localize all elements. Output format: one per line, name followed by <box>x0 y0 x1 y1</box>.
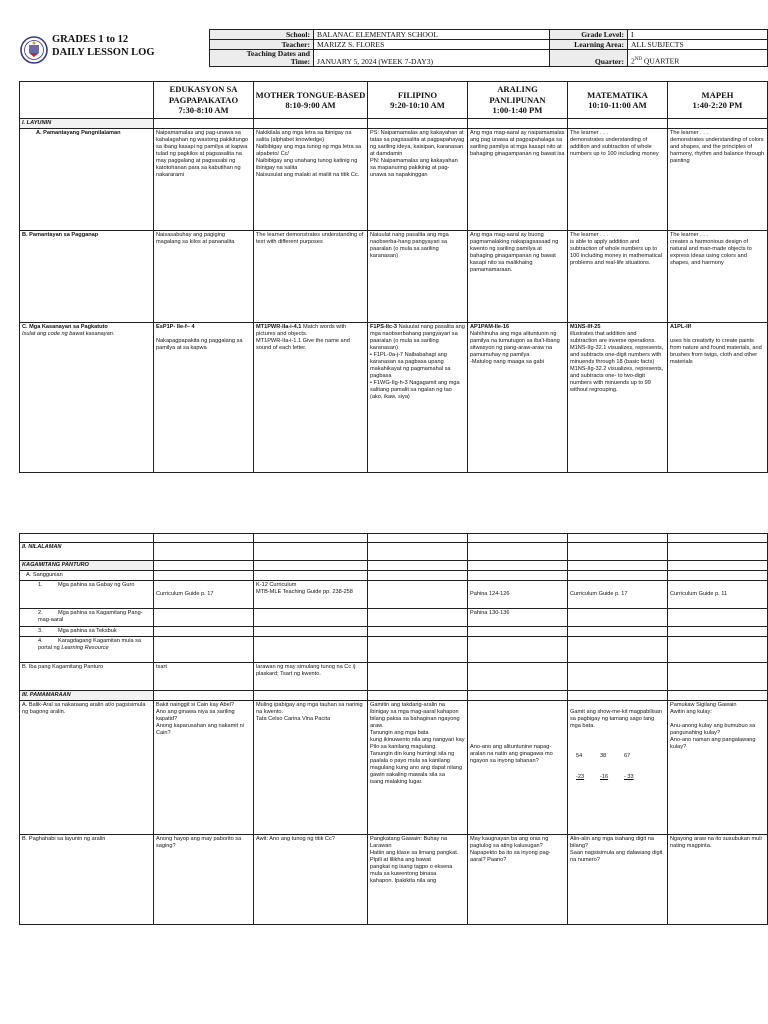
math-instruction: Gamit ang show-me-kit magpabilisan sa pagbigay ng tamang sago tang mga bata. <box>570 709 663 729</box>
math-number: 38 <box>600 753 607 759</box>
content-cell <box>568 663 668 691</box>
competency-code: M1NS-IIf-25 <box>570 324 601 330</box>
empty-cell <box>468 627 568 637</box>
empty-cell <box>154 637 254 663</box>
subject-header-esp <box>154 82 254 119</box>
row-label-gabay-ng-guro <box>20 581 154 609</box>
lesson-info-table <box>209 29 768 67</box>
row-label-teksbuk <box>20 627 154 637</box>
row-label-text: Mga pahina sa Kagamitang Pang-mag-aaral <box>38 610 143 623</box>
empty-cell <box>254 534 368 543</box>
content-cell: Pahina 124-126 <box>468 581 568 609</box>
competency-code: A1PL-IIf <box>670 324 692 330</box>
empty-cell <box>154 691 254 701</box>
math-number: 54 <box>576 753 583 759</box>
row-number: 1. <box>38 582 43 588</box>
empty-cell <box>154 561 254 571</box>
gabay-ng-guro-row <box>20 581 768 609</box>
empty-cell <box>668 571 768 581</box>
empty-cell <box>254 637 368 663</box>
pamantayang-pangnilalaman-row <box>20 129 768 231</box>
content-cell: Pamukaw Sigilang Gawain Awitin ang kulay: Anu-anong kulay ang bumubuo sa pangunahing kulay? Ano-ano naman ang pangalawang kulay? <box>668 701 768 835</box>
subject-name: MATEMATIKA <box>587 89 648 100</box>
nilalaman-section-row <box>20 543 768 561</box>
content-cell: The learner . . . demonstrates understanding of colors and shapes, and the principles of harmony, rhythm and balance through painting <box>668 129 768 231</box>
pamantayan-sa-pagganap-row <box>20 231 768 323</box>
subject-header-math <box>568 82 668 119</box>
empty-cell <box>368 543 468 561</box>
nilalaman-pamamaraan-table <box>19 533 768 925</box>
content-cell: Ang mga mag-aaral ay naipamamalas ang pag unawa at pagpapahalaga sa sariling pamilya at mga kasapi nito at bahaging ginagampanan ng bawat isa <box>468 129 568 231</box>
content-cell: Nakikilala ang mga letra sa ibinigay na salita (alphabet knowledge) Naibibigay ang mga tunog ng mga letra sa alpabeto/ Cc/ Naibibigay ang unahang tunog katinig ng ibinigay na salita Naisusulat ang malaki at maliit na titik Cc. <box>254 129 368 231</box>
school-label: School: <box>210 30 314 40</box>
quarter-value <box>628 50 768 67</box>
quarter-label <box>550 50 628 67</box>
content-cell <box>668 323 768 473</box>
empty-cell <box>154 571 254 581</box>
header-blank-cell <box>20 82 154 119</box>
row-label-text: A. Pamantayang Pangnilalaman <box>36 130 121 136</box>
empty-cell <box>368 627 468 637</box>
empty-cell <box>668 543 768 561</box>
empty-cell <box>668 691 768 701</box>
competency-text: Naiuulat nang pasalita ang mga naobserbahang pangyayari sa paaralan (o mula sa sariling karanasan) • F1PL-0a-j-7 Naibabahagi ang karanasan sa pagbasa upang makahikayat ng pagmamahal sa pagbasa • F1WG-IIg-h-3 Nagagamit ang mga salitang pamalit sa ngalan ng tao (ako, ikaw, siya) <box>370 324 465 400</box>
competency-code: MT1PWR-IIa-i-4.1 <box>256 324 302 330</box>
empty-cell <box>568 561 668 571</box>
math-bottom-row <box>576 767 665 781</box>
pamamaraan-section-row <box>20 691 768 701</box>
row-number: 3. <box>38 628 43 634</box>
row-label-pamantayan-sa-pagganap: B. Pamantayan sa Pagganap <box>20 231 154 323</box>
content-cell <box>368 663 468 691</box>
empty-cell <box>568 571 668 581</box>
subject-name: MAPEH <box>701 89 734 100</box>
subject-time: 10:10-11:00 AM <box>588 100 647 110</box>
iba-pang-kagamitan-row <box>20 663 768 691</box>
math-number: - 33 <box>624 774 634 780</box>
subject-time: 1:40-2:20 PM <box>692 100 743 110</box>
content-cell: Gamitin ang takdang-aralin na ibinigay sa mga mag-aaral kahapon bilang paksa sa bahaginan ngayong araw. Tanungin ang mga bata kung ikinuwento nila ang nangyari kay Pilo sa kanilang magulang. Tanungin din kung humingi sila ng paalala o payo mula sa kanilang magulang kung ano ang dapat nilang gawin sakaling mawala sila sa isang malaking lugar. <box>368 701 468 835</box>
karagdagang-kagamitan-row <box>20 637 768 663</box>
section-label-kagamitang-panturo: KAGAMITANG PANTURO <box>20 561 154 571</box>
content-cell: Curriculum Guide p. 17 <box>568 581 668 609</box>
content-cell <box>568 323 668 473</box>
balik-aral-row <box>20 701 768 835</box>
content-cell <box>254 609 368 627</box>
row-label-balik-aral: A. Balik-Aral sa nakaraang aralin at/o pagsisimula ng bagong aralin. <box>20 701 154 835</box>
content-cell: Muling ipabigay ang mga tauhan sa narinig na kwento. Tata Celso Carina Vina Pacita <box>254 701 368 835</box>
content-cell: Curriculum Guide p. 17 <box>154 581 254 609</box>
content-cell: The learner . . . creates a harmonious design of natural and man-made objects to express ideas using colors and shapes, and harmony <box>668 231 768 323</box>
quarter-number: 2 <box>631 57 635 66</box>
empty-cell <box>668 534 768 543</box>
empty-cell <box>668 627 768 637</box>
subject-name: EDUKASYON SA PAGPAPAKATAO <box>168 84 239 105</box>
subject-time: 8:10-9:00 AM <box>285 100 336 110</box>
empty-cell <box>368 119 468 129</box>
empty-cell <box>368 637 468 663</box>
row-label-mga-kasanayan <box>20 323 154 473</box>
competency-code: AP1PAM-IIe-16 <box>470 324 510 330</box>
row-label-pamantayang-pangnilalaman <box>20 129 154 231</box>
subject-name: MOTHER TONGUE-BASED <box>255 89 366 100</box>
content-cell: Naiuulat nang pasalita ang mga naobserba-hang pangyayari sa paaralan (o mula sa sariling karanasan) <box>368 231 468 323</box>
subject-header-mtb <box>254 82 368 119</box>
subject-header-mapeh <box>668 82 768 119</box>
competency-text: illustrates that addition and subtraction are inverse operations. M1NS-IIg-32.1 visualizes, represents, and subtracts one-digit numbers with minuends through 18 (basic facts) M1NS-IIg-32.2 visualizes, represents, and subtracts one- to two-digit numbers with minuends up to 99 without regrouping. <box>570 331 664 393</box>
row-label-iba-pang-kagamitan: B. Iba pang Kagamitang Panturo <box>20 663 154 691</box>
sanggunian-row <box>20 571 768 581</box>
deped-seal-logo <box>20 34 48 66</box>
title-line-2: DAILY LESSON LOG <box>52 47 155 58</box>
content-cell: Anong hayop ang may paborito sa saging? <box>154 835 254 925</box>
subject-header-ap <box>468 82 568 119</box>
row-number: 2. <box>38 610 43 616</box>
empty-cell <box>468 543 568 561</box>
subject-time: 7:30-8:10 AM <box>178 105 229 116</box>
content-cell: Naipamamalas ang pag-unawa sa kahalagahan ng wastong pakikitungo sa ibang kasapi ng pamilya at kapwa tulad ng pagkilos at pagsasalita na may paggalang at pagsasabi ng katotohanan para sa kabutihan ng nakararami <box>154 129 254 231</box>
content-cell: K-12 Curriculum MTB-MLE Teaching Guide pp. 238-258 <box>254 581 368 609</box>
quarter-suffix: ND <box>634 57 643 63</box>
learning-area-label: Learning Area: <box>550 40 628 50</box>
content-cell: The learner demonstrates understanding of text with different purposes <box>254 231 368 323</box>
content-cell: tsart <box>154 663 254 691</box>
content-cell: PS: Naipamamalas ang kakayahan at tatas sa pagsasalita at pagpapahayag ng sariling ideya, kaisipan, karanasan at damdamin PN: Naipamamalas ang kakayahan sa mapanuring pakikinig at pag-unawa sa napakinggan <box>368 129 468 231</box>
quarter-word: QUARTER <box>642 57 680 66</box>
math-number: -16 <box>600 774 609 780</box>
grade-level-label: Grade Level: <box>550 30 628 40</box>
content-cell <box>568 701 668 835</box>
subject-header-filipino <box>368 82 468 119</box>
content-cell: Ngayong araw na ito susubukan muli nating magpinta. <box>668 835 768 925</box>
layunin-section-row <box>20 119 768 129</box>
empty-cell <box>154 119 254 129</box>
content-cell: Awit: Ano ang tunog ng titik Cc? <box>254 835 368 925</box>
learning-area-value: ALL SUBJECTS <box>628 40 768 50</box>
section-label-pamamaraan: III. PAMAMARAAN <box>20 691 154 701</box>
subject-name: FILIPINO <box>397 89 438 100</box>
title-line-1: GRADES 1 to 12 <box>52 34 129 45</box>
row-label-italic-text: Learning Resource <box>61 645 109 651</box>
content-cell <box>154 323 254 473</box>
row-label-text: Mga pahina sa Gabay ng Guro <box>58 582 135 588</box>
row-label-kagamitang-pang-mag-aaral <box>20 609 154 627</box>
row-number: 4. <box>38 638 43 644</box>
empty-cell <box>154 534 254 543</box>
empty-cell <box>254 571 368 581</box>
empty-cell <box>468 534 568 543</box>
teaching-dates-label <box>210 50 314 67</box>
math-number: -23 <box>576 774 585 780</box>
competency-text: Nahihinuha ang mga alituntunin ng pamilya na tumutugon sa iba't-ibang sitwasyon ng pang-araw-araw na pamumuhay ng pamilya -Matulog nang maaga sa gabi <box>470 331 560 365</box>
teacher-value: MARIZZ S. FLORES <box>314 40 550 50</box>
empty-cell <box>568 627 668 637</box>
empty-cell <box>568 691 668 701</box>
empty-cell <box>568 119 668 129</box>
content-cell: Ang mga mag-aaral ay buong pagmamalaking nakapagsasaad ng kwento ng sariling pamilya at bahaging ginagampanan ng bawat kasapi nito sa malikhaing pamamamaraan. <box>468 231 568 323</box>
section-label-nilalaman: II. NILALAMAN <box>20 543 154 561</box>
content-cell: May kaugnayan ba ang oras ng pagtulog sa ating kalusugan? Napapekto ba ito sa inyong pag-aaral? Paano? <box>468 835 568 925</box>
mga-kasanayan-row <box>20 323 768 473</box>
empty-cell <box>154 543 254 561</box>
content-cell <box>468 663 568 691</box>
row-label-karagdagang-kagamitan <box>20 637 154 663</box>
math-number: 67 <box>624 753 631 759</box>
content-cell: Curriculum Guide p. 11 <box>668 581 768 609</box>
competency-text: Match words with pictures and objects. MT1PWR-IIa-i-1.1 Give the name and sound of each letter. <box>256 324 350 351</box>
empty-cell <box>254 561 368 571</box>
content-cell <box>568 609 668 627</box>
empty-cell <box>368 571 468 581</box>
content-cell: Naisasabuhay ang pagiging magalang sa kilos at pananalita <box>154 231 254 323</box>
subject-name: ARALING PANLIPUNAN <box>489 84 546 105</box>
empty-cell <box>668 561 768 571</box>
row-label-text: C. Mga Kasanayan sa Pagkatuto <box>22 324 108 330</box>
empty-cell <box>20 534 154 543</box>
empty-cell <box>368 691 468 701</box>
empty-cell <box>468 119 568 129</box>
time-label-text: Time: <box>290 57 310 66</box>
content-cell <box>668 663 768 691</box>
content-cell: The learner . . . demonstrates understanding of addition and subtraction of whole numbers up to 100 including money <box>568 129 668 231</box>
kagamitang-pang-mag-aaral-row <box>20 609 768 627</box>
content-cell: Alin-alin ang mga isahang digit na bilang? Saan nagsisimula ang dalawang digit na numero? <box>568 835 668 925</box>
subject-time: 1:00-1:40 PM <box>492 105 543 116</box>
empty-cell <box>254 627 368 637</box>
quarter-label-text: Quarter: <box>594 57 624 66</box>
content-cell: larawan ng may simulang tunog na Cc /j plaskard; Tsart ng kwento. <box>254 663 368 691</box>
content-cell: Pahina 130-136 <box>468 609 568 627</box>
content-cell: Pangkatang Gawain: Buhay na Larawan Hatiin ang klase sa limang pangkat. Pipili at lilikha ang bawat pangkat ng isang tagpo o eksena mula sa kuwentong binasa kahapon. Ipakikita nila ang <box>368 835 468 925</box>
row-label-text: Mga pahina sa Teksbuk <box>58 628 117 634</box>
empty-cell <box>368 561 468 571</box>
document-title <box>52 33 155 59</box>
empty-cell <box>154 627 254 637</box>
competency-code: F1PS-IIc-3 <box>370 324 398 330</box>
competency-code: EsP1P- IIe-f– 4 <box>156 324 195 330</box>
empty-cell <box>468 561 568 571</box>
teksbuk-row <box>20 627 768 637</box>
competency-text: Nakapagpapakita ng paggalang sa pamilya at sa kapwa <box>156 338 243 351</box>
section-label-layunin: I. LAYUNIN <box>20 119 154 129</box>
top-spacer-row <box>20 534 768 543</box>
paghahabi-row <box>20 835 768 925</box>
empty-cell <box>668 119 768 129</box>
content-cell <box>668 609 768 627</box>
content-cell <box>154 609 254 627</box>
content-cell <box>368 609 468 627</box>
content-cell: Ano-ano ang alituntunine napag-aralan na natin ang ginagawa mo ngayon sa inyong tahanan? <box>468 701 568 835</box>
empty-cell <box>568 543 668 561</box>
row-label-paghahabi: B. Paghahabi sa layunin ng aralin <box>20 835 154 925</box>
content-cell: The learner . . . is able to apply addition and subtraction of whole numbers up to 100 including money in mathematical problems and real-life situations. <box>568 231 668 323</box>
empty-cell <box>468 637 568 663</box>
content-cell: Bakit nainggit si Cain kay Abel? Ano ang ginawa niya sa sariling kapatid? Anong kaparusahan ang nakamit ni Cain? <box>154 701 254 835</box>
empty-cell <box>254 119 368 129</box>
empty-cell <box>254 691 368 701</box>
row-label-sanggunian: A. Sanggunian <box>20 571 154 581</box>
empty-cell <box>568 637 668 663</box>
empty-cell <box>468 571 568 581</box>
math-problems <box>570 739 665 788</box>
subject-time: 9:20-10:10 AM <box>390 100 445 110</box>
row-label-subtext: Isulat ang code ng bawat kasanayan. <box>22 331 115 337</box>
empty-cell <box>468 691 568 701</box>
school-value: BALANAC ELEMENTARY SCHOOL <box>314 30 550 40</box>
math-top-row <box>576 746 665 760</box>
empty-cell <box>254 543 368 561</box>
teacher-label: Teacher: <box>210 40 314 50</box>
dates-value-text: JANUARY 5, 2024 (WEEK 7-DAY3) <box>317 57 434 66</box>
content-cell <box>468 323 568 473</box>
empty-cell <box>368 534 468 543</box>
row-label-text: Karagdagang Kagamitan mula sa portal ng <box>38 638 142 651</box>
dates-value <box>314 50 550 67</box>
empty-cell <box>568 534 668 543</box>
kagamitang-panturo-row <box>20 561 768 571</box>
content-cell <box>368 581 468 609</box>
layunin-table <box>19 81 768 473</box>
grade-level-value: I <box>628 30 768 40</box>
teaching-dates-label-text: Teaching Dates and <box>246 49 310 58</box>
empty-cell <box>668 637 768 663</box>
content-cell <box>368 323 468 473</box>
competency-text: uses his creativity to create paints from nature and found materials, and brushes from twigs, cloth and other materials <box>670 338 762 365</box>
subject-header-row <box>20 82 768 119</box>
content-cell <box>254 323 368 473</box>
